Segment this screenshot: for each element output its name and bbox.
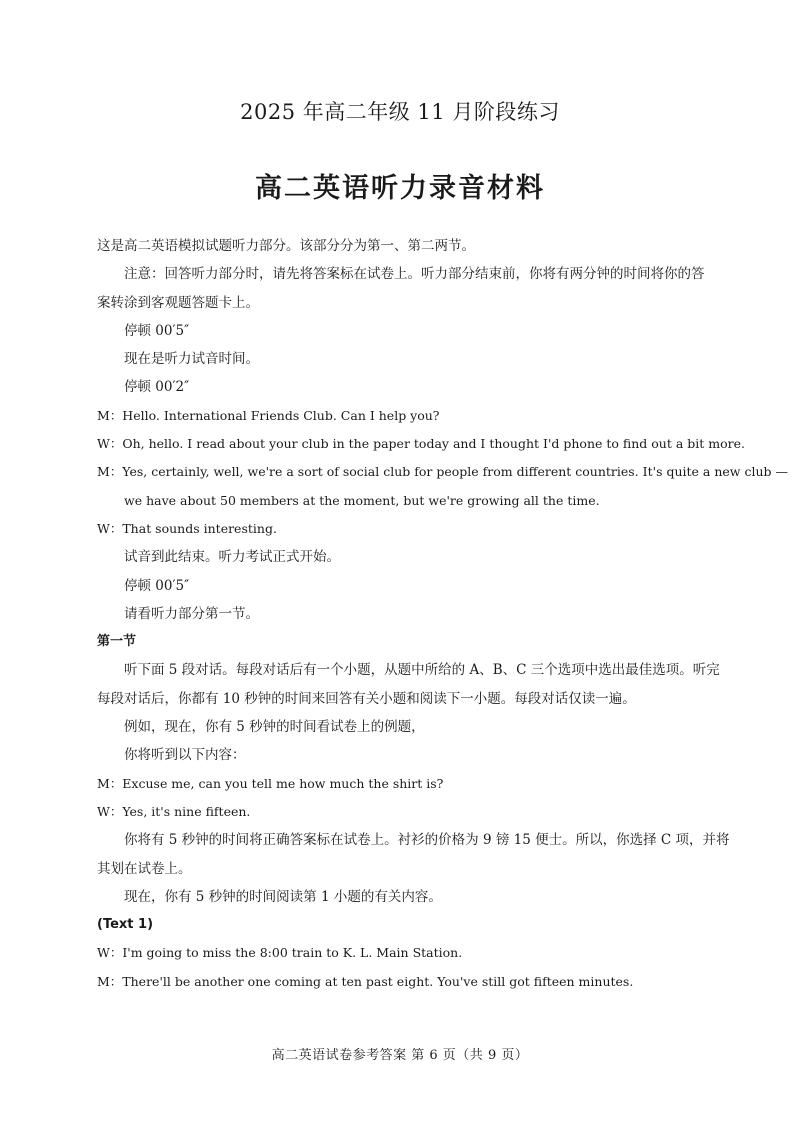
answer-line-1: 你将有 5 秒钟的时间将正确答案标在试卷上。衬衫的价格为 9 镑 15 便士。所以，你选择 C 项，并将 <box>124 832 730 849</box>
text1-dialog-w: W：I'm going to miss the 8:00 train to K. L. Main Station. <box>97 945 463 961</box>
instruction-line-2: 每段对话后，你都有 10 秒钟的时间来回答有关小题和阅读下一小题。每段对话仅读一遍。 <box>97 690 636 707</box>
example-line-2: 你将听到以下内容： <box>124 747 246 764</box>
notice-line-2: 案转涂到客观题答题卡上。 <box>97 294 259 311</box>
see-section: 请看听力部分第一节。 <box>124 605 259 622</box>
notice-line-1: 注意：回答听力部分时，请先将答案标在试卷上。听力部分结束前，你将有两分钟的时间将你的答 <box>124 266 705 283</box>
dialog-line-3a: M：Yes, certainly, well, we're a sort of social club for people from different countries. It's quite a new club — <box>97 464 788 480</box>
dialog-line-2: W：Oh, hello. I read about your club in the paper today and I thought I'd phone to find out a bit more. <box>97 436 745 452</box>
text1-dialog-m: M：There'll be another one coming at ten past eight. You've still got fifteen minutes. <box>97 973 634 989</box>
document-title: 高二英语听力录音材料 <box>255 173 545 204</box>
page-footer: 高二英语试卷参考答案 第 6 页（共 9 页） <box>271 1048 529 1063</box>
dialog-line-3b: we have about 50 members at the moment, but we're growing all the time. <box>124 492 600 508</box>
answer-line-2: 其划在试卷上。 <box>97 860 192 877</box>
dialog-line-1: M：Hello. International Friends Club. Can I help you? <box>97 407 440 423</box>
instruction-line-1: 听下面 5 段对话。每段对话后有一个小题，从题中所给的 A、B、C 三个选项中选出最佳选项。听完 <box>124 662 720 679</box>
dialog-line-4: W：That sounds interesting. <box>97 520 277 536</box>
pause-line-1: 停顿 00′5″ <box>124 322 190 339</box>
pause-line-2: 停顿 00′2″ <box>124 379 190 396</box>
example-line-1: 例如，现在，你有 5 秒钟的时间看试卷上的例题， <box>124 719 425 736</box>
intro-text: 这是高二英语模拟试题听力部分。该部分分为第一、第二两节。 <box>97 238 475 254</box>
trial-start: 现在是听力试音时间。 <box>124 351 259 368</box>
now-read: 现在，你有 5 秒钟的时间阅读第 1 小题的有关内容。 <box>124 888 442 905</box>
exam-title: 2025 年高二年级 11 月阶段练习 <box>240 100 560 124</box>
section-heading: 第一节 <box>97 634 137 650</box>
document-body <box>97 232 788 996</box>
example-dialog-w: W：Yes, it's nine fifteen. <box>97 803 251 819</box>
pause-line-3: 停顿 00′5″ <box>124 577 190 594</box>
text-label: (Text 1) <box>97 917 154 933</box>
example-dialog-m: M：Excuse me, can you tell me how much the shirt is? <box>97 775 444 791</box>
trial-end: 试音到此结束。听力考试正式开始。 <box>124 549 340 566</box>
